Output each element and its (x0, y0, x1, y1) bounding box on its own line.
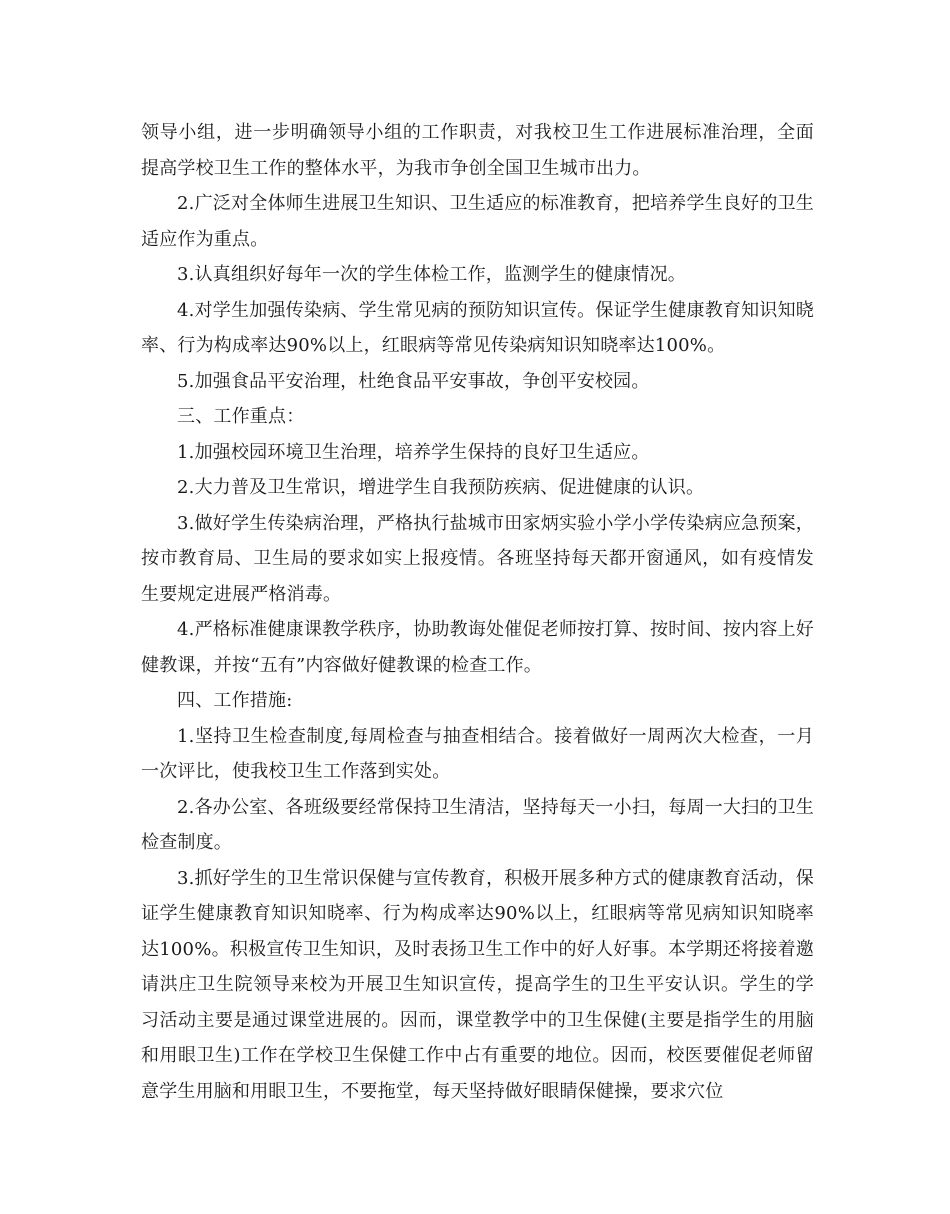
paragraph-10: 1.坚持卫生检查制度,每周检查与抽查相结合。接着做好一周两次大检查，一月一次评比，使我校卫生工作落到实处。 (141, 725, 814, 782)
paragraph-2: 2.广泛对全体师生进展卫生知识、卫生适应的标准教育，把培养学生良好的卫生适应作为重点。 (141, 193, 814, 250)
paragraph-4: 4.对学生加强传染病、学生常见病的预防知识宣传。保证学生健康教育知识知晓率、行为构成率达90%以上，红眼病等常见传染病知识知晓率达100%。 (141, 299, 814, 356)
paragraph-5: 5.加强食品平安治理，杜绝食品平安事故，争创平安校园。 (177, 370, 650, 392)
section-heading-work-measures: 四、工作措施: (177, 690, 293, 711)
paragraph-11: 2.各办公室、各班级要经常保持卫生清洁，坚持每天一小扫，每周一大扫的卫生检查制度。 (141, 796, 814, 853)
paragraph-8: 3.做好学生传染病治理，严格执行盐城市田家炳实验小学小学传染病应急预案，按市教育局、卫生局的要求如实上报疫情。各班坚持每天都开窗通风，如有疫情发生要规定进展严格消毒。 (141, 512, 814, 605)
paragraph-12: 3.抓好学生的卫生常识保健与宣传教育，积极开展多种方式的健康教育活动，保证学生健康教育知识知晓率、行为构成率达90%以上，红眼病等常见病知识知晓率达100%。积极宣传卫生知识，及时表扬卫生工作中的好人好事。本学期还将接着邀请洪庄卫生院领导来校为开展卫生知识宣传，提高学生的卫生平安认识。学生的学习活动主要是通过课堂进展的。因而，课堂教学中的卫生保健(主要是指学生的用脑和用眼卫生)工作在学校卫生保健工作中占有重要的地位。因而，校医要催促老师留意学生用脑和用眼卫生，不要拖堂，每天坚持做好眼睛保健操，要求穴位 (141, 867, 814, 1102)
section-heading-work-focus: 三、工作重点： (177, 406, 305, 427)
paragraph-7: 2.大力普及卫生常识，增进学生自我预防疾病、促进健康的认识。 (177, 477, 705, 498)
paragraph-6: 1.加强校园环境卫生治理，培养学生保持的良好卫生适应。 (177, 441, 650, 463)
paragraph-3: 3.认真组织好每年一次的学生体检工作，监测学生的健康情况。 (177, 264, 686, 285)
paragraph-1: 领导小组，进一步明确领导小组的工作职责，对我校卫生工作进展标准治理，全面提高学校卫生工作的整体水平，为我市争创全国卫生城市出力。 (141, 122, 814, 179)
paragraph-9: 4.严格标准健康课教学秩序，协助教诲处催促老师按打算、按时间、按内容上好健教课，并按“五有”内容做好健教课的检查工作。 (141, 619, 814, 676)
document-body (141, 115, 814, 1109)
